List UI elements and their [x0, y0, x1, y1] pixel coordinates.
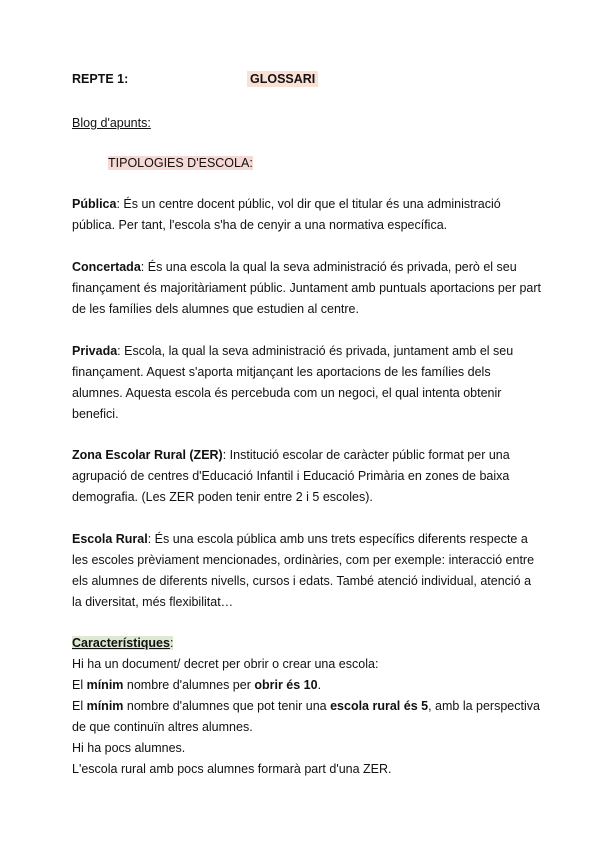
caract-line-1: Hi ha un document/ decret per obrir o crear una escola:	[72, 657, 379, 671]
privada-line-1: Privada: Escola, la qual la seva administració és privada, juntament amb el seu	[72, 344, 514, 358]
caract-line-4: de que continuïn altres alumnes.	[72, 720, 253, 734]
zer-line-2: agrupació de centres d'Educació Infantil i Educació Primària en zones de baixa	[72, 469, 510, 483]
concertada-line-1: Concertada: És una escola la qual la seva administració és privada, però el seu	[72, 260, 517, 274]
privada-line-2: finançament. Aquest s'aporta mitjançant les aportacions de les famílies dels	[72, 365, 491, 379]
zer-line-1: Zona Escolar Rural (ZER): Institució escolar de caràcter públic format per una	[72, 448, 510, 462]
glossari-title: GLOSSARI	[247, 71, 318, 87]
section-heading: TIPOLOGIES D'ESCOLA:	[108, 156, 253, 170]
rural-line-3: els alumnes de diferents nivells, cursos i edats. També atenció individual, atenció a	[72, 574, 532, 588]
caract-line-3: El mínim nombre d'alumnes que pot tenir una escola rural és 5, amb la perspectiva	[72, 699, 540, 713]
zer-term: Zona Escolar Rural (ZER)	[72, 448, 223, 462]
caract-line-5: Hi ha pocs alumnes.	[72, 741, 186, 755]
privada-line-3: alumnes. Aquesta escola és percebuda com un negoci, el qual intenta obtenir	[72, 386, 502, 400]
rural-line-1: Escola Rural: És una escola pública amb uns trets específics diferents respecte a	[72, 532, 528, 546]
zer-line-3: demografia. (Les ZER poden tenir entre 2 i 5 escoles).	[72, 490, 373, 504]
publica-term: Pública	[72, 197, 117, 211]
repte-label: REPTE 1:	[72, 72, 129, 86]
privada-line-4: benefici.	[72, 407, 119, 421]
publica-line-2: pública. Per tant, l'escola s'ha de cenyir a una normativa específica.	[72, 218, 448, 232]
rural-line-2: les escoles prèviament mencionades, ordinàries, com per exemple: interacció entre	[72, 553, 535, 567]
rural-term: Escola Rural	[72, 532, 148, 546]
rural-line-4: la diversitat, més flexibilitat…	[72, 595, 234, 609]
privada-term: Privada	[72, 344, 118, 358]
caract-line-2: El mínim nombre d'alumnes per obrir és 10.	[72, 678, 322, 692]
concertada-term: Concertada	[72, 260, 141, 274]
concertada-line-3: de les famílies dels alumnes que estudien al centre.	[72, 302, 359, 316]
caracteristiques-heading: Característiques:	[72, 636, 174, 650]
publica-line-1: Pública: És un centre docent públic, vol dir que el titular és una administració	[72, 197, 501, 211]
caract-line-6: L'escola rural amb pocs alumnes formarà part d'una ZER.	[72, 762, 392, 776]
blog-subtitle: Blog d'apunts:	[72, 116, 151, 130]
concertada-line-2: finançament és majoritàriament públic. Juntament amb puntuals aportacions per part	[72, 281, 542, 295]
